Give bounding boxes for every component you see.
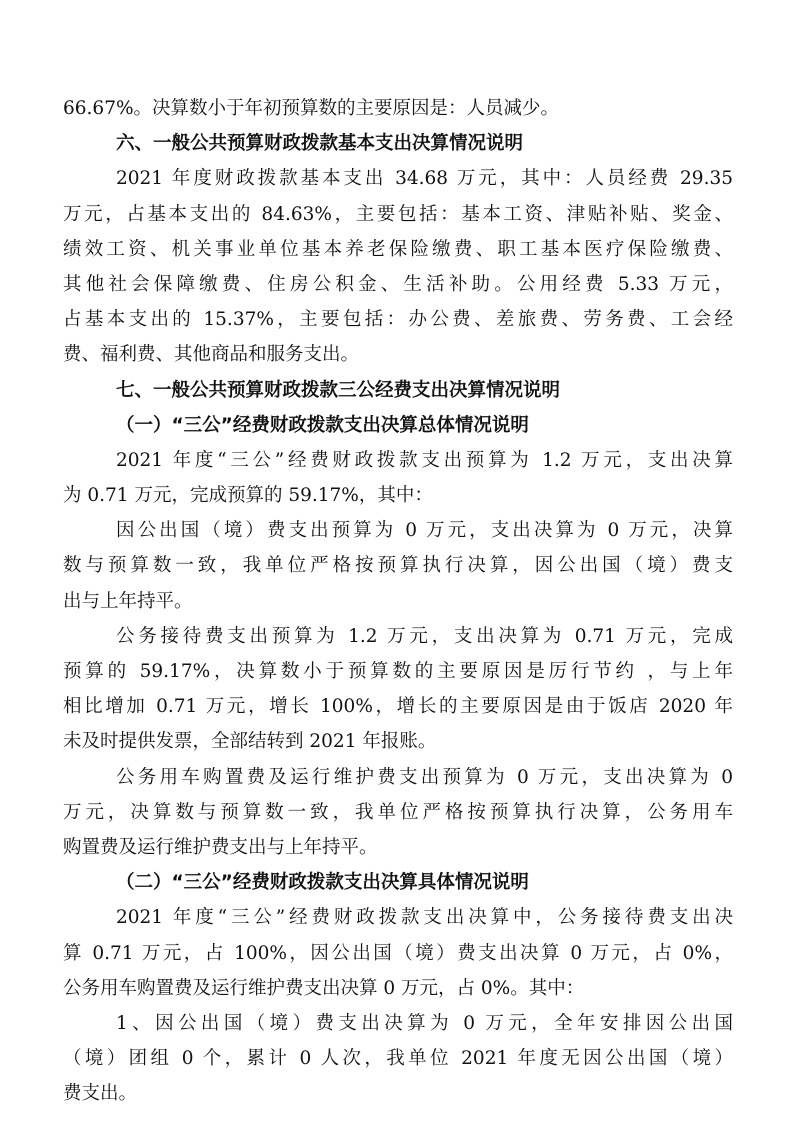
paragraph-line: 占基本支出的 15.37%，主要包括：办公费、差旅费、劳务费、工会经: [63, 309, 733, 331]
paragraph-line: 其他社会保障缴费、住房公积金、生活补助。公用经费 5.33 万元，: [63, 273, 733, 295]
paragraph-line: 为 0.71 万元，完成预算的 59.17%，其中：: [63, 485, 433, 507]
subsection-heading-1: （一）“三公”经费财政拨款支出决算总体情况说明: [116, 414, 529, 436]
paragraph-line: 绩效工资、机关事业单位基本养老保险缴费、职工基本医疗保险缴费、: [63, 238, 733, 260]
paragraph-line: 2021 年度“三公”经费财政拨款支出预算为 1.2 万元，支出决算: [116, 449, 733, 471]
paragraph-line: 数与预算数一致，我单位严格按预算执行决算，因公出国（境）费支: [63, 555, 733, 577]
document-body: [63, 91, 733, 1111]
paragraph-line: 公务用车购置费及运行维护费支出决算 0 万元，占 0%。其中：: [63, 977, 585, 999]
paragraph-line: 2021 年度财政拨款基本支出 34.68 万元，其中：人员经费 29.35: [116, 168, 733, 190]
paragraph-line: 2021 年度“三公”经费财政拨款支出决算中，公务接待费支出决: [116, 907, 733, 929]
section-heading-7: 七、一般公共预算财政拨款三公经费支出决算情况说明: [116, 379, 561, 401]
paragraph-line: 费支出。: [63, 1083, 138, 1105]
paragraph-line: 出与上年持平。: [63, 590, 193, 612]
paragraph-line: 购置费及运行维护费支出与上年持平。: [63, 836, 378, 858]
paragraph-line: 未及时提供发票，全部结转到 2021 年报账。: [63, 731, 437, 753]
paragraph-line: 公务接待费支出预算为 1.2 万元，支出决算为 0.71 万元，完成: [116, 625, 733, 647]
section-heading-6: 六、一般公共预算财政拨款基本支出决算情况说明: [116, 133, 524, 155]
paragraph-line: 1、因公出国（境）费支出决算为 0 万元，全年安排因公出国: [116, 1012, 733, 1034]
paragraph-line: 算 0.71 万元，占 100%，因公出国（境）费支出决算 0 万元，占 0%，: [63, 942, 733, 964]
paragraph-line: 预算的 59.17%，决算数小于预算数的主要原因是厉行节约 ，与上年: [63, 661, 733, 682]
paragraph-line: 因公出国（境）费支出预算为 0 万元，支出决算为 0 万元，决算: [116, 520, 733, 542]
paragraph-line: 万元，决算数与预算数一致，我单位严格按预算执行决算，公务用车: [63, 801, 733, 823]
paragraph-line: 万元，占基本支出的 84.63%，主要包括：基本工资、津贴补贴、奖金、: [63, 203, 733, 225]
paragraph-line: 公务用车购置费及运行维护费支出预算为 0 万元，支出决算为 0: [116, 766, 733, 788]
paragraph-line: 66.67%。决算数小于年初预算数的主要原因是：人员减少。: [63, 98, 560, 119]
paragraph-line: 费、福利费、其他商品和服务支出。: [63, 344, 360, 366]
subsection-heading-2: （二）“三公”经费财政拨款支出决算具体情况说明: [116, 872, 529, 894]
paragraph-line: 相比增加 0.71 万元，增长 100%，增长的主要原因是由于饭店 2020 年: [63, 696, 733, 718]
paragraph-line: （境）团组 0 个，累计 0 人次，我单位 2021 年度无因公出国（境）: [63, 1048, 733, 1070]
